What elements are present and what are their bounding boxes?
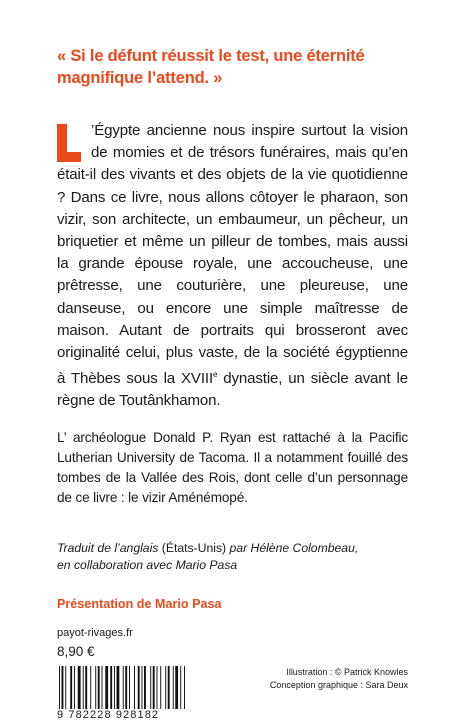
barcode-bar <box>134 666 135 710</box>
barcode-bar <box>105 666 108 710</box>
barcode-bar <box>59 666 60 710</box>
barcode-bar <box>70 666 72 710</box>
description-paragraph <box>57 120 408 413</box>
image-credits <box>270 666 408 692</box>
design-credit: Conception graphique : Sara Deux <box>269 680 408 690</box>
dynasty-superscript: e <box>212 370 218 380</box>
barcode-bar <box>138 666 140 710</box>
barcode-bar <box>160 666 161 710</box>
barcode-bar <box>123 666 124 710</box>
barcode-bar <box>110 666 112 710</box>
barcode-bar <box>117 666 120 710</box>
barcode-icon <box>57 666 227 722</box>
dynasty-numeral: XVIII <box>181 370 213 388</box>
barcode-bar <box>180 666 181 710</box>
translation-text-1: Traduit de l’anglais <box>57 541 162 555</box>
barcode-bar <box>78 666 81 710</box>
barcode-bar <box>165 666 166 710</box>
barcode-bar <box>62 666 64 710</box>
drop-cap-letter <box>57 124 85 162</box>
description-text-end: dynastie, un siècle avant le règne de Toutânkhamon. <box>57 370 408 410</box>
barcode-bar <box>153 666 155 710</box>
barcode-bar <box>150 666 151 710</box>
barcode-bar <box>98 666 100 710</box>
barcode-bar <box>175 666 178 710</box>
barcode-bar <box>157 666 158 710</box>
translation-origin: (États-Unis) <box>161 541 227 555</box>
price: 8,90 € <box>57 644 95 659</box>
barcode-digits: 9 782228 928182 <box>57 709 227 722</box>
publisher-website: payot-rivages.fr <box>57 627 133 639</box>
translation-credit <box>57 540 417 574</box>
barcode-bar <box>114 666 115 710</box>
barcode-bar <box>95 666 96 710</box>
pull-quote: « Si le défunt réussit le test, une éternité magnifique l’attend. » <box>57 47 365 87</box>
barcode-bar <box>129 666 130 710</box>
barcode-bar <box>85 666 87 710</box>
translation-collaboration: en collaboration avec Mario Pasa <box>57 558 238 572</box>
presentation-credit: Présentation de Mario Pasa <box>57 597 222 611</box>
barcode-bar <box>142 666 143 710</box>
barcode-bar <box>144 666 146 710</box>
barcode-bar <box>65 666 66 710</box>
author-bio: L’ archéologue Donald P. Ryan est rattaché à la Pacific Lutherian University de Tacoma. Il a notamment fouillé des tombes de la Vallée des Rois, dont celle d’un personnage de ce livre : le vizir Aménémopé. <box>57 430 408 505</box>
translation-text-2: par Hélène Colombeau, <box>226 541 359 555</box>
description-text: ’Égypte ancienne nous inspire surtout la vision de momies et de trésors funéraires, mais qu’en était-il des vivants et des objets de la vie quotidienne ? Dans ce livre, nous allons côtoyer le pharaon, son vizir, son architecte, un embaumeur, un pêcheur, un briquetier et même un pilleur de tombes, mais aussi la grande épouse royale, une accoucheuse, une prêtresse, une couturière, une pleureuse, une danseuse, ou encore une simple maîtresse de maison. Autant de portraits qui brosseront avec originalité celui, plus vaste, de la société égyptienne à Thèbes sous la <box>57 122 408 388</box>
barcode-bar <box>83 666 84 710</box>
barcode-bar <box>173 666 174 710</box>
barcode-bar <box>125 666 127 710</box>
barcode-bar <box>74 666 75 710</box>
barcode-bar <box>168 666 170 710</box>
barcode-bar <box>184 666 185 710</box>
barcode-bar <box>102 666 103 710</box>
illustration-credit: Illustration : © Patrick Knowles <box>286 667 408 677</box>
barcode-bar <box>90 666 91 710</box>
